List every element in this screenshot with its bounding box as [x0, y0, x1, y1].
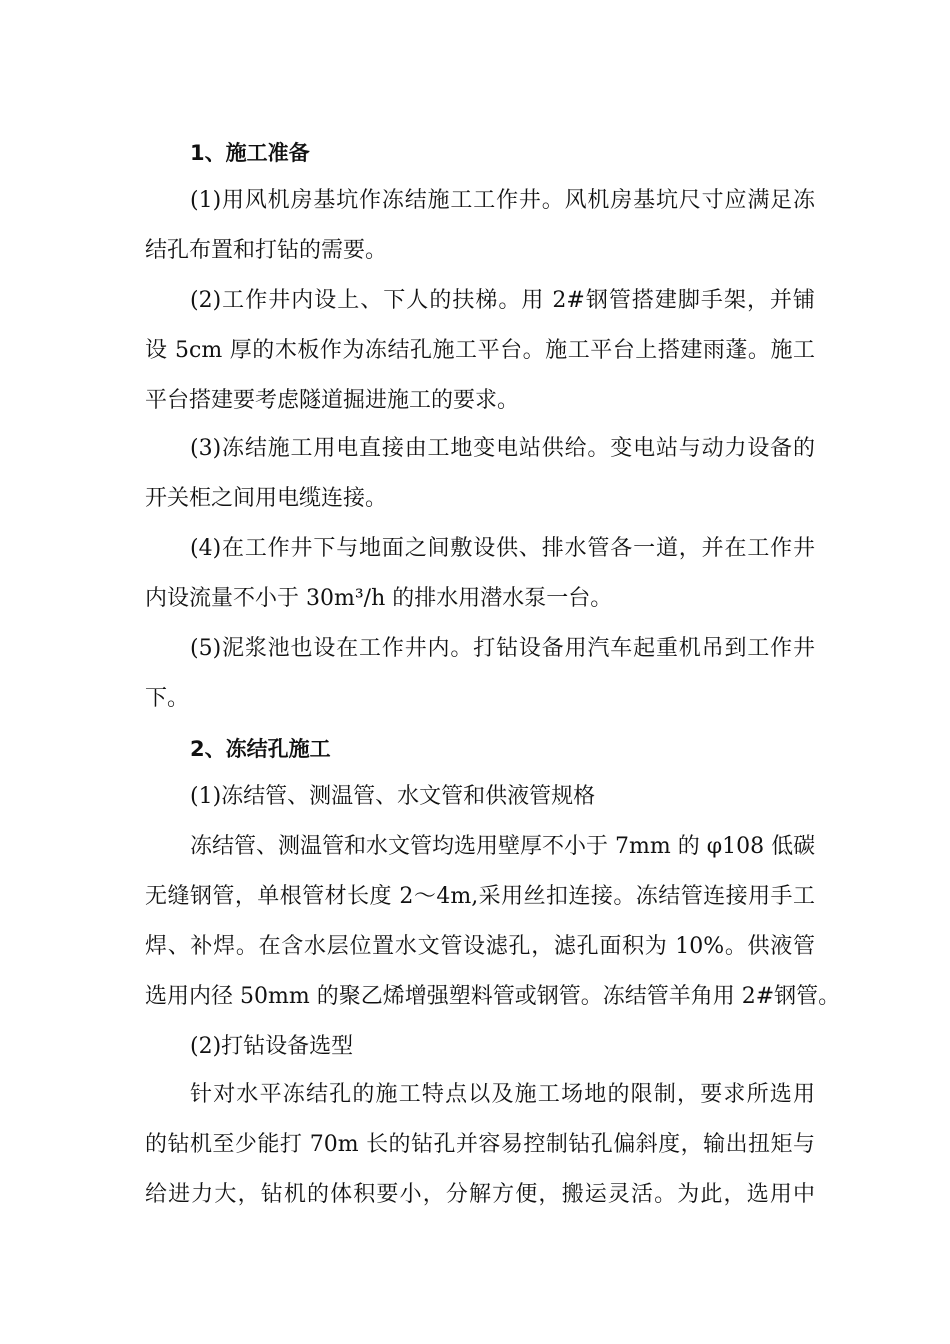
paragraph-line: 的钻机至少能打 70m 长的钻孔并容易控制钻孔偏斜度，输出扭矩与	[145, 1132, 815, 1157]
paragraph-line: 内设流量不小于 30m³/h 的排水用潜水泵一台。	[145, 586, 613, 611]
paragraph-line: (3)冻结施工用电直接由工地变电站供给。变电站与动力设备的	[190, 436, 815, 461]
paragraph-line: 结孔布置和打钻的需要。	[145, 238, 388, 263]
paragraph-line: 设 5cm 厚的木板作为冻结孔施工平台。施工平台上搭建雨蓬。施工	[145, 338, 815, 363]
paragraph-line: 下。	[145, 686, 190, 711]
paragraph-line: 开关柜之间用电缆连接。	[145, 486, 388, 511]
paragraph-line: 平台搭建要考虑隧道掘进施工的要求。	[145, 388, 520, 413]
paragraph-line: 给进力大，钻机的体积要小，分解方便，搬运灵活。为此，选用中	[145, 1182, 815, 1207]
paragraph-line: 无缝钢管，单根管材长度 2～4m,采用丝扣连接。冻结管连接用手工	[145, 884, 815, 909]
paragraph-line: (5)泥浆池也设在工作井内。打钻设备用汽车起重机吊到工作井	[190, 636, 815, 661]
paragraph-line: 焊、补焊。在含水层位置水文管设滤孔，滤孔面积为 10%。供液管	[145, 934, 815, 959]
paragraph-line: (4)在工作井下与地面之间敷设供、排水管各一道，并在工作井	[190, 536, 815, 561]
paragraph-line: (1)用风机房基坑作冻结施工工作井。风机房基坑尺寸应满足冻	[190, 188, 815, 213]
subsection-heading: (2)打钻设备选型	[190, 1034, 354, 1059]
section-heading-1: 1、施工准备	[190, 141, 310, 165]
paragraph-line: 选用内径 50mm 的聚乙烯增强塑料管或钢管。冻结管羊角用 2#钢管。	[145, 984, 841, 1009]
subsection-heading: (1)冻结管、测温管、水文管和供液管规格	[190, 784, 596, 809]
paragraph-line: (2)工作井内设上、下人的扶梯。用 2#钢管搭建脚手架，并铺	[190, 288, 815, 313]
paragraph-line: 冻结管、测温管和水文管均选用壁厚不小于 7mm 的 φ108 低碳	[190, 834, 816, 859]
section-heading-2: 2、冻结孔施工	[190, 737, 331, 761]
paragraph-line: 针对水平冻结孔的施工特点以及施工场地的限制，要求所选用	[190, 1082, 815, 1107]
